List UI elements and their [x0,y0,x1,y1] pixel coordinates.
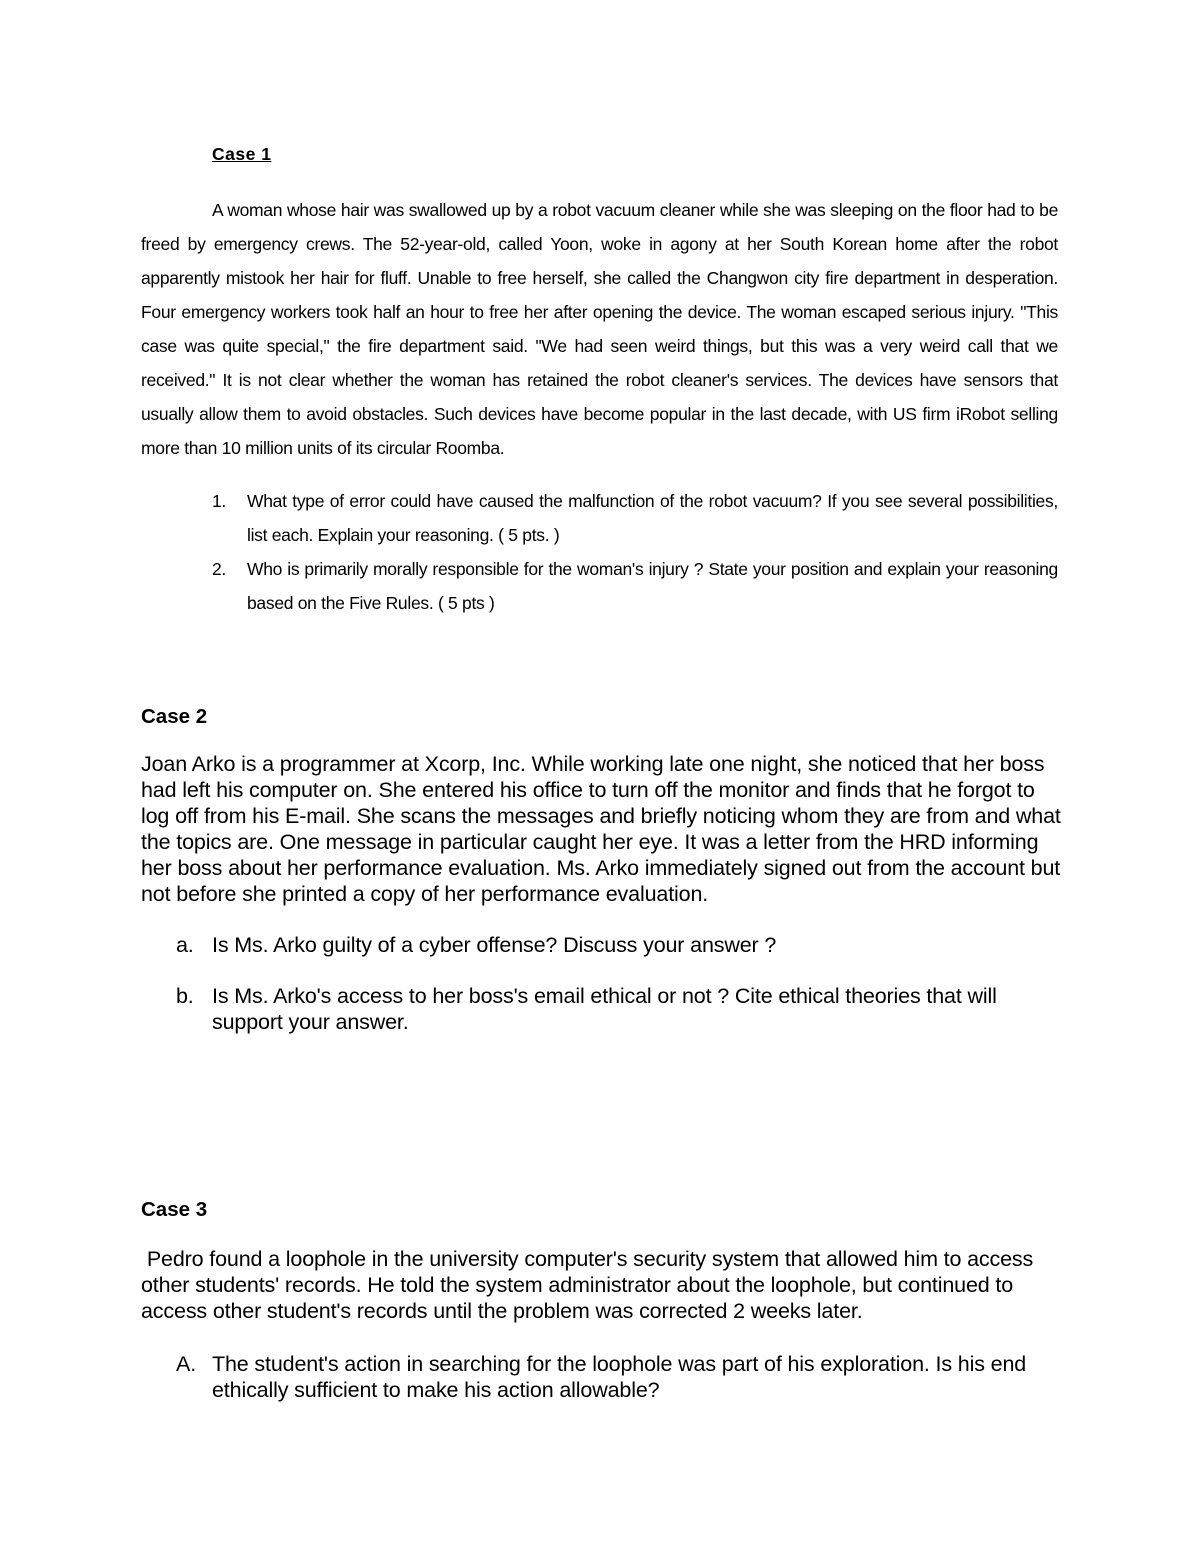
case-2-section [141,700,1061,1035]
case-2-question-b [141,983,1061,1035]
question-text: Is Ms. Arko guilty of a cyber offense? Discuss your answer ? [212,933,777,957]
case-2-paragraph: Joan Arko is a programmer at Xcorp, Inc. While working late one night, she noticed that her boss had left his computer on. She entered his office to turn off the monitor and finds that he forgot to log off from his E-mail. She scans the messages and briefly noticing whom they are from and what the topics are. One message in particular caught her eye. It was a letter from the HRD informing her boss about her performance evaluation. Ms. Arko immediately signed out from the account but not before she printed a copy of her performance evaluation. [141,752,1061,906]
question-number: 2. [212,559,226,579]
question-text: Who is primarily morally responsible for the woman's injury ? State your position and explain your reasoning based on the Five Rules. ( 5 pts ) [247,559,1058,613]
case-3-section [141,1193,1061,1403]
case-2-questions [141,932,1061,1035]
question-letter: A. [176,1352,197,1376]
case-1-question-1 [141,484,1058,552]
case-3-questions [141,1351,1061,1403]
case-2-question-a [141,932,1061,958]
case-1-question-2 [141,552,1058,620]
question-text: Is Ms. Arko's access to her boss's email ethical or not ? Cite ethical theories that will support your answer. [212,984,997,1034]
case-3-heading: Case 3 [141,1198,208,1221]
question-text: What type of error could have caused the malfunction of the robot vacuum? If you see several possibilities, list each. Explain your reasoning. ( 5 pts. ) [247,491,1058,545]
case-1-heading: Case 1 [212,144,272,164]
case-3-paragraph: Pedro found a loophole in the university computer's security system that allowed him to access other students' records. He told the system administrator about the loophole, but continued to access other student's records until the problem was corrected 2 weeks later. [141,1247,1039,1323]
question-number: 1. [212,491,226,511]
case-2-heading: Case 2 [141,705,208,728]
question-text: The student's action in searching for the loophole was part of his exploration. Is his end ethically sufficient to make his action allowable? [212,1352,1027,1402]
case-1-section [141,140,1058,620]
case-1-paragraph: A woman whose hair was swallowed up by a robot vacuum cleaner while she was sleeping on the floor had to be freed by emergency crews. The 52-year-old, called Yoon, woke in agony at her South Korean home after the robot apparently mistook her hair for fluff. Unable to free herself, she called the Changwon city fire department in desperation. Four emergency workers took half an hour to free her after opening the device. The woman escaped serious injury. "This case was quite special," the fire department said. "We had seen weird things, but this was a very weird call that we received." It is not clear whether the woman has retained the robot cleaner's services. The devices have sensors that usually allow them to avoid obstacles. Such devices have become popular in the last decade, with US firm iRobot selling more than 10 million units of its circular Roomba. [141,200,1058,458]
case-3-question-a [141,1351,1061,1403]
question-letter: a. [176,933,194,957]
question-letter: b. [176,984,194,1008]
case-1-questions [141,484,1058,620]
